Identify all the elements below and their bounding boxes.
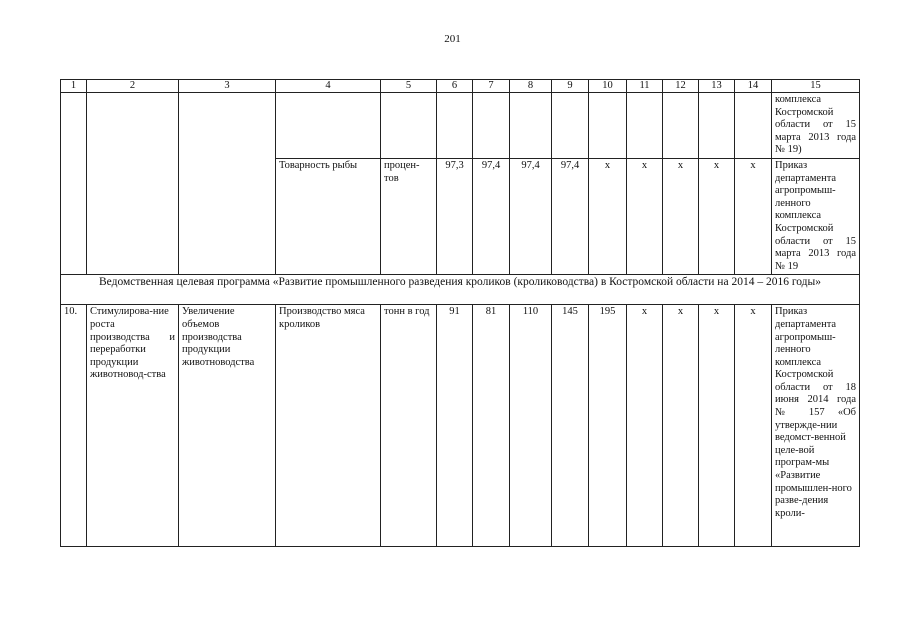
order-reference-cell: Приказ департамента агропромыш-ленного комплекса Костромской области от 18 июня 2014 года № 157 «Об утвержде-нии ведомст-венной целе-вой програм-мы «Развитие промышлен-ного разве-дения кроли- <box>772 305 860 547</box>
indicator-name-cell: Производство мяса кроликов <box>276 305 381 547</box>
table-row <box>61 93 860 159</box>
row-number-cell: 10. <box>61 305 87 547</box>
value-cell: х <box>699 305 735 547</box>
table-cell <box>276 93 381 159</box>
page-number: 201 <box>444 33 461 45</box>
column-number: 8 <box>510 80 552 93</box>
table-cell <box>437 93 473 159</box>
column-number: 14 <box>735 80 772 93</box>
column-number: 10 <box>589 80 627 93</box>
value-cell: 97,4 <box>510 158 552 274</box>
value-cell: х <box>589 158 627 274</box>
value-cell: х <box>627 158 663 274</box>
column-number: 15 <box>772 80 860 93</box>
value-cell: х <box>627 305 663 547</box>
value-cell: х <box>663 305 699 547</box>
value-cell: 97,4 <box>473 158 510 274</box>
column-number: 4 <box>276 80 381 93</box>
column-number: 7 <box>473 80 510 93</box>
goal-cell: Стимулирова-ние роста производства и переработки продукции животновод-ства <box>87 305 179 547</box>
value-cell: 97,3 <box>437 158 473 274</box>
table-cell <box>381 93 437 159</box>
section-row <box>61 275 860 305</box>
order-reference-cell: комплекса Костромской области от 15 марта 2013 года № 19) <box>772 93 860 159</box>
column-number: 6 <box>437 80 473 93</box>
table-cell <box>699 93 735 159</box>
column-number: 2 <box>87 80 179 93</box>
task-cell: Увеличение объемов производства продукции животноводства <box>179 305 276 547</box>
table-cell <box>473 93 510 159</box>
table-cell <box>179 93 276 275</box>
order-reference-cell: Приказ департамента агропромыш-ленного комплекса Костромской области от 15 марта 2013 года № 19 <box>772 158 860 274</box>
column-number: 12 <box>663 80 699 93</box>
column-number: 11 <box>627 80 663 93</box>
table-cell <box>589 93 627 159</box>
value-cell: х <box>663 158 699 274</box>
column-numbers-row <box>61 80 860 93</box>
table-cell <box>627 93 663 159</box>
table-cell <box>61 93 87 275</box>
indicators-table <box>60 79 860 547</box>
value-cell: 110 <box>510 305 552 547</box>
unit-cell: тонн в год <box>381 305 437 547</box>
column-number: 1 <box>61 80 87 93</box>
indicator-name-cell: Товарность рыбы <box>276 158 381 274</box>
value-cell: х <box>735 158 772 274</box>
table-cell <box>735 93 772 159</box>
value-cell: х <box>699 158 735 274</box>
value-cell: х <box>735 305 772 547</box>
column-number: 9 <box>552 80 589 93</box>
value-cell: 81 <box>473 305 510 547</box>
column-number: 13 <box>699 80 735 93</box>
value-cell: 91 <box>437 305 473 547</box>
column-number: 3 <box>179 80 276 93</box>
program-title: Ведомственная целевая программа «Развитие промышленного разведения кроликов (кролиководства) в Костромской области на 2014 – 2016 годы» <box>61 275 860 305</box>
table-cell <box>510 93 552 159</box>
unit-cell: процен-тов <box>381 158 437 274</box>
column-number: 5 <box>381 80 437 93</box>
value-cell: 195 <box>589 305 627 547</box>
table-cell <box>663 93 699 159</box>
value-cell: 97,4 <box>552 158 589 274</box>
table-cell <box>552 93 589 159</box>
table-cell <box>87 93 179 275</box>
table-row <box>61 305 860 547</box>
value-cell: 145 <box>552 305 589 547</box>
